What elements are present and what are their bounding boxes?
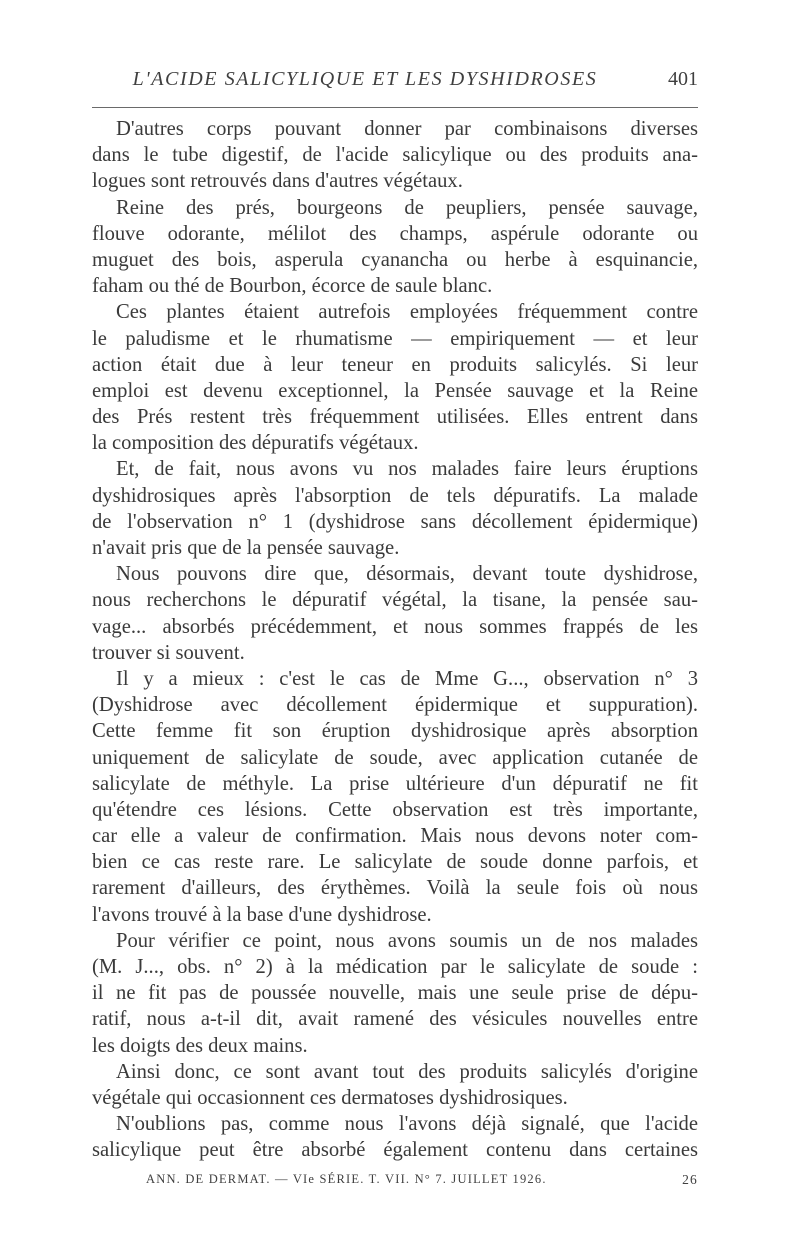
page-number: 401 bbox=[668, 68, 698, 90]
text-line: végétale qui occasionnent ces dermatoses dyshidrosiques. bbox=[92, 1086, 568, 1109]
text-line: D'autres corps pouvant donner par combinaisons diverses bbox=[116, 118, 698, 140]
text-line: action était due à leur teneur en produits salicylés. Si leur bbox=[92, 353, 698, 376]
text-line: bien ce cas reste rare. Le salicylate de soude donne parfois, et bbox=[92, 851, 698, 874]
text-line: Ainsi donc, ce sont avant tout des produits salicylés d'origine bbox=[116, 1060, 698, 1083]
text-line: faham ou thé de Bourbon, écorce de saule blanc. bbox=[92, 275, 493, 298]
text-line: (M. J..., obs. n° 2) à la médication par le salicylate de soude : bbox=[92, 956, 698, 978]
text-line: des Prés restent très fréquemment utilisées. Elles entrent dans bbox=[92, 406, 698, 429]
text-line: trouver si souvent. bbox=[92, 641, 245, 664]
text-line: logues sont retrouvés dans d'autres végétaux. bbox=[92, 170, 463, 193]
text-line: N'oublions pas, comme nous l'avons déjà signalé, que l'acide bbox=[116, 1113, 698, 1136]
text-line: Ces plantes étaient autrefois employées fréquemment contre bbox=[116, 301, 698, 324]
text-line: qu'étendre ces lésions. Cette observation est très importante, bbox=[92, 798, 698, 821]
text-line: Reine des prés, bourgeons de peupliers, pensée sauvage, bbox=[116, 196, 698, 219]
text-line: Nous pouvons dire que, désormais, devant toute dyshidrose, bbox=[116, 563, 698, 586]
text-line: uniquement de salicylate de soude, avec application cutanée de bbox=[92, 746, 698, 769]
text-line: n'avait pris que de la pensée sauvage. bbox=[92, 537, 400, 559]
text-line: salicylate de méthyle. La prise ultérieure d'un dépuratif ne fit bbox=[92, 772, 698, 795]
text-line: il ne fit pas de poussée nouvelle, mais une seule prise de dépu- bbox=[92, 982, 698, 1005]
text-line: Pour vérifier ce point, nous avons soumis un de nos malades bbox=[116, 929, 698, 952]
text-line: l'avons trouvé à la base d'une dyshidrose. bbox=[92, 903, 432, 926]
text-line: vage... absorbés précédemment, et nous sommes frappés de les bbox=[92, 615, 698, 638]
body-text bbox=[92, 116, 698, 1164]
text-line: la composition des dépuratifs végétaux. bbox=[92, 432, 419, 455]
text-line: les doigts des deux mains. bbox=[92, 1034, 308, 1057]
text-line: Il y a mieux : c'est le cas de Mme G..., observation n° 3 bbox=[116, 667, 698, 690]
text-line: dans le tube digestif, de l'acide salicylique ou des produits ana- bbox=[92, 144, 698, 167]
text-line: de l'observation n° 1 (dyshidrose sans décollement épidermique) bbox=[92, 510, 698, 533]
text-line: salicylique peut être absorbé également contenu dans certaines bbox=[92, 1139, 698, 1162]
text-line: le paludisme et le rhumatisme — empiriquement — et leur bbox=[92, 327, 698, 350]
text-line: muguet des bois, asperula cyanancha ou herbe à esquinancie, bbox=[92, 248, 698, 271]
header-rule bbox=[92, 107, 698, 108]
text-line: flouve odorante, mélilot des champs, aspérule odorante ou bbox=[92, 222, 698, 245]
text-line: Cette femme fit son éruption dyshidrosique après absorption bbox=[92, 720, 698, 743]
footer-journal-reference: ANN. DE DERMAT. — VIe SÉRIE. T. VII. N° 7. JUILLET 1926. bbox=[146, 1172, 547, 1186]
text-line: ratif, nous a-t-il dit, avait ramené des vésicules nouvelles entre bbox=[92, 1008, 698, 1031]
text-line: nous recherchons le dépuratif végétal, la tisane, la pensée sau- bbox=[92, 589, 698, 612]
text-line: dyshidrosiques après l'absorption de tels dépuratifs. La malade bbox=[92, 484, 698, 507]
text-line: car elle a valeur de confirmation. Mais nous devons noter com- bbox=[92, 825, 698, 848]
footer-sheet-number: 26 bbox=[682, 1172, 698, 1187]
text-line: emploi est devenu exceptionnel, la Pensée sauvage et la Reine bbox=[92, 379, 698, 402]
text-line: rarement d'ailleurs, des érythèmes. Voilà la seule fois où nous bbox=[92, 877, 698, 900]
running-head bbox=[92, 68, 698, 98]
text-line: (Dyshidrose avec décollement épidermique et suppuration). bbox=[92, 694, 698, 717]
running-title: L'ACIDE SALICYLIQUE ET LES DYSHIDROSES bbox=[132, 68, 598, 90]
text-line: Et, de fait, nous avons vu nos malades faire leurs éruptions bbox=[116, 458, 698, 481]
